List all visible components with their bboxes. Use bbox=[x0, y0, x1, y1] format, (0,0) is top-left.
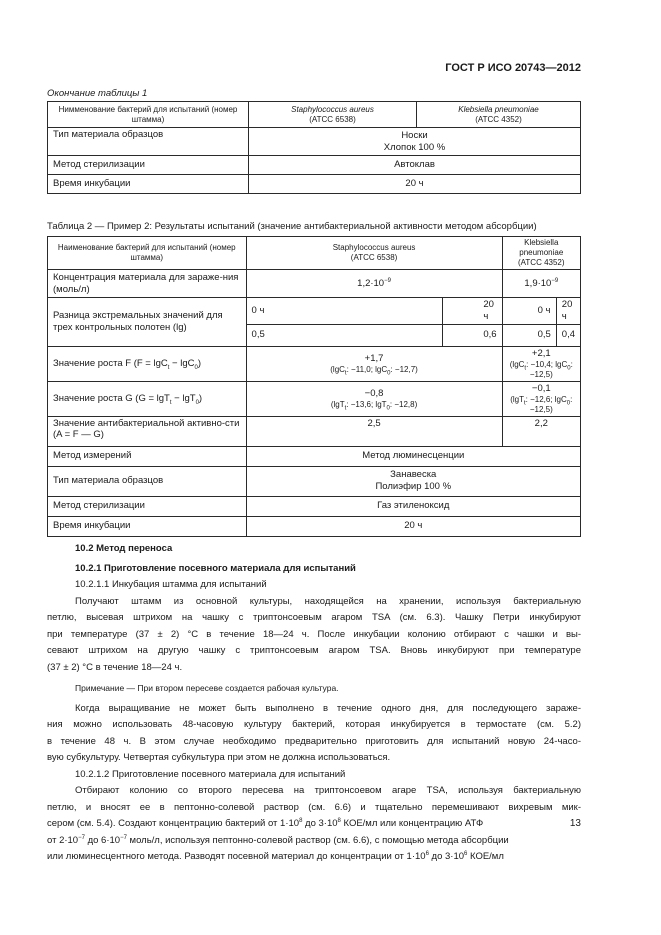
table2-conc-label: Концентрация материала для зараже-ния (моль/л) bbox=[48, 270, 247, 298]
table2-A-kp: 2,2 bbox=[502, 416, 580, 446]
table1-r3-value: 20 ч bbox=[249, 175, 581, 194]
table1-r1-label: Тип материала образцов bbox=[48, 128, 249, 156]
table2-ster-value: Газ этиленоксид bbox=[246, 496, 580, 516]
table2-G-label: Значение роста G (G = lgT$_t$ − lgT$_0$) bbox=[48, 381, 247, 416]
table2-method-label: Метод измерений bbox=[48, 446, 247, 466]
table2-diff-sa0: 0,5 bbox=[246, 324, 443, 346]
table2-inc-value: 20 ч bbox=[246, 516, 580, 536]
table2-F-sa: +1,7 (lgC$_t$: −11,0; lgC$_0$: −12,7) bbox=[246, 346, 502, 381]
table2-col1: Staphylococcus aureus (ATCC 6538) bbox=[246, 237, 502, 270]
table1-r3-label: Время инкубации bbox=[48, 175, 249, 194]
table2-t0-kp: 0 ч bbox=[502, 298, 556, 325]
table2-diff-kp20: 0,4 bbox=[556, 324, 580, 346]
para3-line1: Отбирают колонию со второго пересева на триптонсоевом агаре TSA, используя бактериальную bbox=[75, 785, 581, 796]
table2-G-kp: −0,1 (lgT$_t$: −12,6; lgC$_0$: −12,5) bbox=[502, 381, 580, 416]
para2-line3: в течение 48 ч. В этом случае необходимо предварительно приготовить для испытаний новую 24-часо- bbox=[47, 735, 581, 747]
para1-line1: Получают штамм из основной культуры, находящейся на хранении, используя бактериальную bbox=[75, 595, 581, 607]
para1-line4: севают штрихом на другую чашку с триптонсоевым агаром TSA. Вновь инкубируют при температуре bbox=[47, 645, 581, 656]
para1-line5: (37 ± 2) °С в течение 18—24 ч. bbox=[47, 661, 183, 673]
table2-t0-sa: 0 ч bbox=[246, 298, 443, 325]
table2-G-sa: −0,8 (lgT$_t$: −13,6; lgT$_0$: −12,8) bbox=[246, 381, 502, 416]
para3-line5: или люминесцентного метода. Разводят посевной материал до концентрации от $1\cdot 10^6$ до $3\cdot 10^6$ КОЕ/мл bbox=[47, 850, 504, 862]
table2-conc-sa: $1,2\cdot 10^{-9}$ bbox=[246, 270, 502, 298]
table1-col0: Нимменование бактерий для испытаний (номер штамма) bbox=[48, 102, 249, 128]
para3-line3: сером (см. 5.4). Создают концентрацию бактерий от $1\cdot 10^8$ до $3\cdot 10^8$ КОЕ/мл или концентрацию АТФ bbox=[47, 817, 484, 829]
para2-line1: Когда выращивание не может быть выполнено в течение одного дня, для последующего зараже- bbox=[75, 702, 581, 714]
table2-type-label: Тип материала образцов bbox=[48, 466, 247, 496]
table1-caption: Окончание таблицы 1 bbox=[47, 88, 148, 99]
table1-col1: Staphylococcus aureus (ATCC 6538) bbox=[249, 102, 417, 128]
table2-caption: Таблица 2 — Пример 2: Результаты испытаний (значение антибактериальной активности методом абсорбции) bbox=[47, 221, 537, 232]
table2-diff-label: Разница экстремальных значений для трех контрольных полотен (lg) bbox=[48, 298, 247, 347]
para1-line3: при температуре (37 ± 2) °С в течение 18—24 ч. После инкубации колонию отбирают с чашки и вы- bbox=[47, 628, 581, 640]
body-text bbox=[47, 541, 581, 866]
heading-10-2: 10.2 Метод переноса bbox=[75, 543, 173, 554]
table2-ster-label: Метод стерилизации bbox=[48, 496, 247, 516]
table2-A-label: Значение антибактериальной активно-сти (A = F — G) bbox=[48, 416, 247, 446]
table2-diff-kp0: 0,5 bbox=[502, 324, 556, 346]
para1-line2: петлю, высевая штрихом на чашку с триптонсоевым агаром TSA (см. 6.3). Чашку Петри инкубируют bbox=[47, 612, 581, 623]
table2-method-value: Метод люминесценции bbox=[246, 446, 580, 466]
table2 bbox=[47, 236, 581, 537]
table2-conc-kp: $1,9\cdot 10^{-9}$ bbox=[502, 270, 580, 298]
table2-F-label: Значение роста F (F = lgC$_t$ − lgC$_0$) bbox=[48, 346, 247, 381]
table2-t20-sa: 20 ч bbox=[443, 298, 502, 325]
table1 bbox=[47, 101, 581, 194]
table2-diff-sa20: 0,6 bbox=[443, 324, 502, 346]
table2-t20-kp: 20 ч bbox=[556, 298, 580, 325]
para3-line2: петлю, и вносят ее в пептонно-солевой раствор (см. 6.6) и тщательно перемешивают вихревым мик- bbox=[47, 801, 581, 813]
heading-10-2-1: 10.2.1 Приготовление посевного материала для испытаний bbox=[75, 562, 356, 574]
table1-col2: Klebsiella pneumoniae (ATCC 4352) bbox=[416, 102, 580, 128]
table2-inc-label: Время инкубации bbox=[48, 516, 247, 536]
table1-r2-label: Метод стерилизации bbox=[48, 156, 249, 175]
note: Примечание — При втором пересеве создается рабочая культура. bbox=[75, 683, 339, 693]
para2-line2: ния можно использовать 48-часовую культуру бактерий, которая инкубируется в термостате (см. 5.2) bbox=[47, 719, 581, 730]
subheading-10-2-1-1: 10.2.1.1 Инкубация штамма для испытаний bbox=[75, 579, 267, 590]
table2-col0: Наименование бактерий для испытаний (номер штамма) bbox=[48, 237, 247, 270]
para2-line4: вую субкультуру. Четвертая субкультура при этом не должна использоваться. bbox=[47, 752, 391, 763]
subheading-10-2-1-2: 10.2.1.2 Приготовление посевного материала для испытаний bbox=[75, 768, 346, 780]
table2-A-sa: 2,5 bbox=[246, 416, 502, 446]
table1-r1-value: Носки Хлопок 100 % bbox=[249, 128, 581, 156]
page-number: 13 bbox=[569, 818, 581, 829]
table2-F-kp: +2,1 (lgC$_t$: −10,4; lgC$_0$: −12,5) bbox=[502, 346, 580, 381]
table2-type-value: Занавеска Полиэфир 100 % bbox=[246, 466, 580, 496]
document-code: ГОСТ Р ИСО 20743—2012 bbox=[445, 62, 581, 74]
table2-col2: Klebsiella pneumoniae (ATCC 4352) bbox=[502, 237, 580, 270]
table1-r2-value: Автоклав bbox=[249, 156, 581, 175]
para3-line4: от $2\cdot 10^{-7}$ до $6\cdot 10^{-7}$ моль/л, используя пептонно-солевой раствор (см. 6.6), с помощью метода абсорбции bbox=[47, 834, 509, 846]
